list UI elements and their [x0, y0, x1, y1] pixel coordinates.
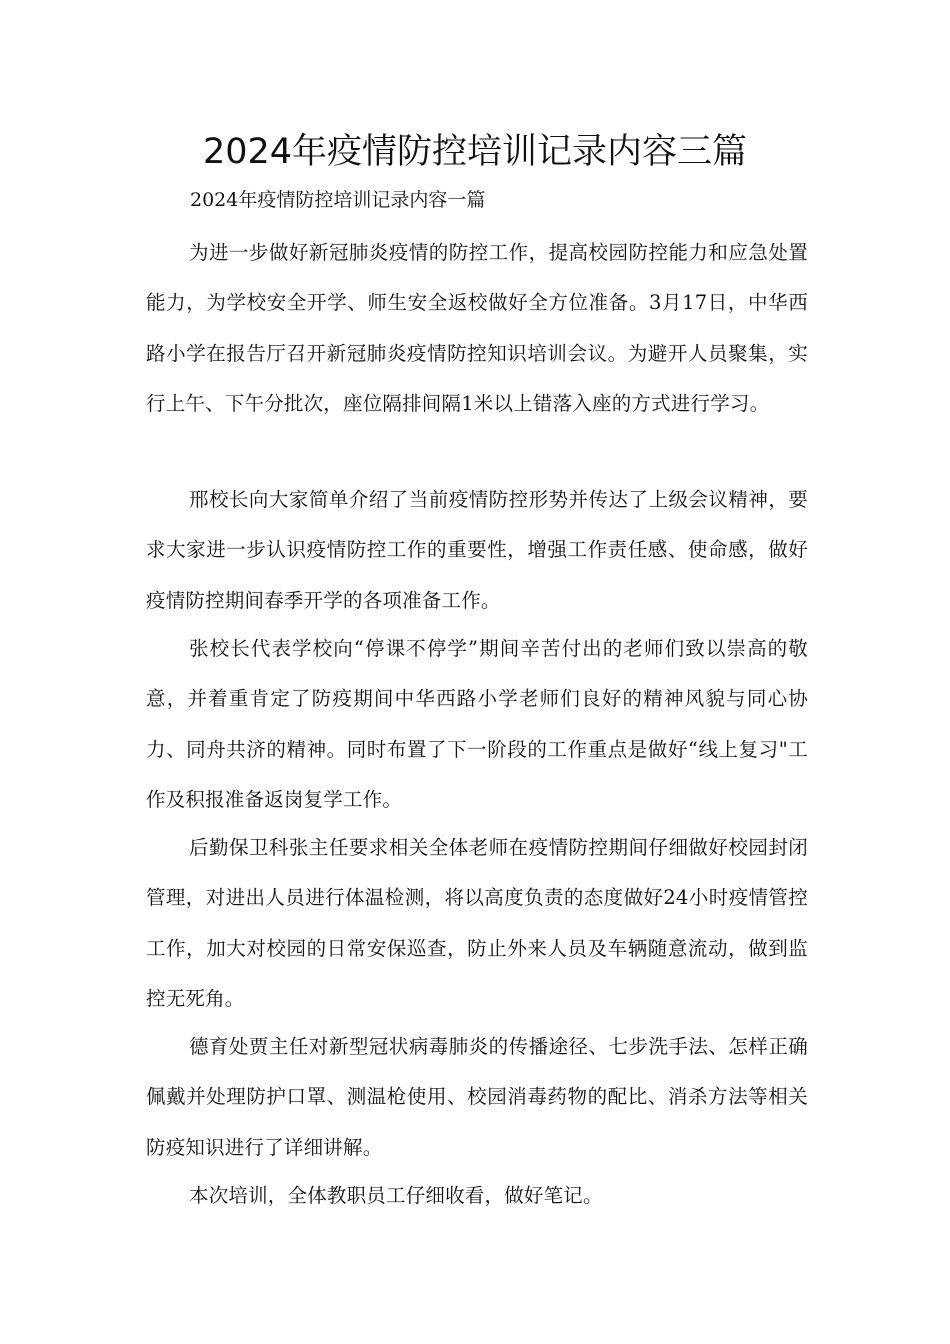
paragraph-3: 张校长代表学校向“停课不停学”期间辛苦付出的老师们致以崇高的敬意，并着重肯定了防疫期间中华西路小学老师们良好的精神风貌与同心协力、同舟共济的精神。同时布置了下一阶段的工作重点是做好“线上复习"工作及积报准备返岗复学工作。 [146, 637, 808, 811]
paragraph-1: 为进一步做好新冠肺炎疫情的防控工作，提高校园防控能力和应急处置能力，为学校安全开学、师生安全返校做好全方位准备。3月17日，中华西路小学在报告厅召开新冠肺炎疫情防控知识培训会议。为避开人员聚集，实行上午、下午分批次，座位隔排间隔1米以上错落入座的方式进行学习。 [146, 241, 808, 415]
section-subtitle: 2024年疫情防控培训记录内容一篇 [190, 189, 486, 211]
paragraph-5: 德育处贾主任对新型冠状病毒肺炎的传播途径、七步洗手法、怎样正确佩戴并处理防护口罩、测温枪使用、校园消毒药物的配比、消杀方法等相关防疫知识进行了详细讲解。 [146, 1035, 808, 1159]
document-title: 2024年疫情防控培训记录内容三篇 [202, 132, 748, 172]
paragraph-6: 本次培训，全体教职员工仔细收看，做好笔记。 [189, 1184, 603, 1207]
paragraph-2: 邢校长向大家简单介绍了当前疫情防控形势并传达了上级会议精神，要求大家进一步认识疫情防控工作的重要性，增强工作责任感、使命感，做好疫情防控期间春季开学的各项准备工作。 [146, 488, 808, 612]
paragraph-4: 后勤保卫科张主任要求相关全体老师在疫情防控期间仔细做好校园封闭管理，对进出人员进行体温检测，将以高度负责的态度做好24小时疫情管控工作，加大对校园的日常安保巡查，防止外来人员及车辆随意流动，做到监控无死角。 [146, 836, 808, 1010]
